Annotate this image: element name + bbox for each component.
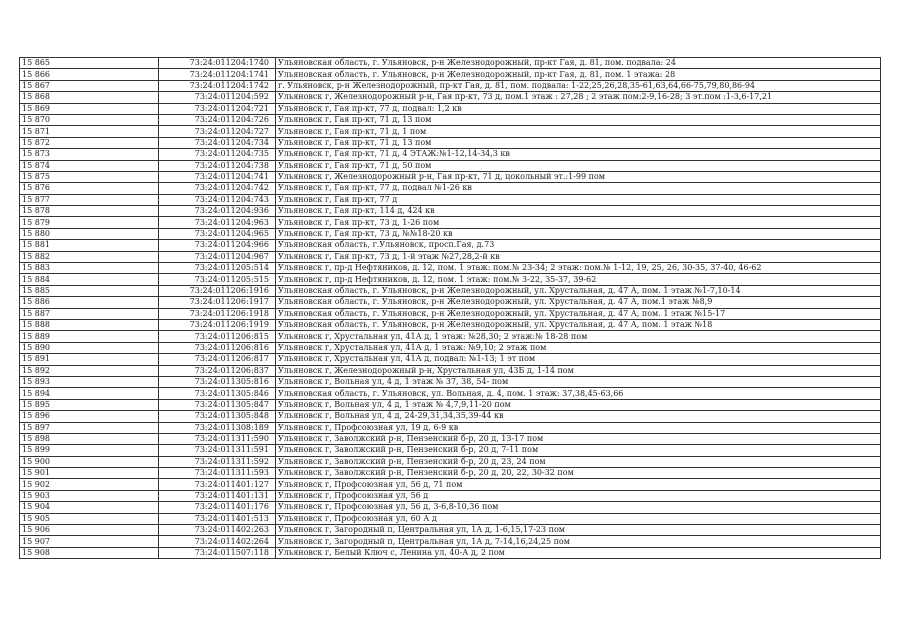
row-number-cell: 15 896 [20,411,159,422]
row-number-cell: 15 877 [20,194,159,205]
cadastral-number-cell: 73:24:011206:815 [159,331,276,342]
address-cell: Ульяновск г, Хрустальная ул, 41А д, 1 этаж: №9,10; 2 этаж пом [276,342,881,353]
table-row [20,274,881,285]
address-cell: Ульяновск г, Гая пр-кт, 77 д, подвал: 1,2 кв [276,103,881,114]
address-cell: Ульяновская область, г.Ульяновск, просп.Гая, д.73 [276,240,881,251]
table-row [20,319,881,330]
address-cell: Ульяновск г, Профсоюзная ул, 56 д, 71 пом [276,479,881,490]
table-row [20,69,881,80]
cadastral-number-cell: 73:24:011401:513 [159,513,276,524]
row-number-cell: 15 887 [20,308,159,319]
address-cell: Ульяновск г, Вольная ул, 4 д, 1 этаж № 4,7,9,11-20 пом [276,399,881,410]
cadastral-number-cell: 73:24:011205:515 [159,274,276,285]
table-row [20,149,881,160]
table-row [20,331,881,342]
address-cell: Ульяновская область, г. Ульяновск, ул. Вольная, д. 4, пом. 1 этаж: 37,38,45-63,66 [276,388,881,399]
cadastral-number-cell: 73:24:011305:848 [159,411,276,422]
row-number-cell: 15 866 [20,69,159,80]
table-row [20,92,881,103]
table-row [20,456,881,467]
address-cell: Ульяновск г, Гая пр-кт, 71 д, 50 пом [276,160,881,171]
cadastral-number-cell: 73:24:011206:1916 [159,285,276,296]
cadastral-number-cell: 73:24:011206:837 [159,365,276,376]
row-number-cell: 15 906 [20,525,159,536]
table-row [20,228,881,239]
table-row [20,103,881,114]
cadastral-number-cell: 73:24:011305:816 [159,376,276,387]
cadastral-number-cell: 73:24:011206:816 [159,342,276,353]
table-row [20,114,881,125]
table-row [20,183,881,194]
table-row [20,285,881,296]
row-number-cell: 15 895 [20,399,159,410]
address-cell: Ульяновск г, Заволжский р-н, Пензенский б-р, 20 д, 7-11 пом [276,445,881,456]
cadastral-number-cell: 73:24:011311:590 [159,433,276,444]
table-row [20,468,881,479]
cadastral-number-cell: 73:24:011204:1740 [159,58,276,69]
address-cell: Ульяновская область, г. Ульяновск, р-н Железнодорожный, ул. Хрустальная, д. 47 А, пом.1 этаж №8,9 [276,297,881,308]
row-number-cell: 15 872 [20,137,159,148]
row-number-cell: 15 900 [20,456,159,467]
table-row [20,354,881,365]
row-number-cell: 15 878 [20,206,159,217]
table-row [20,171,881,182]
row-number-cell: 15 884 [20,274,159,285]
cadastral-number-cell: 73:24:011308:189 [159,422,276,433]
cadastral-number-cell: 73:24:011204:965 [159,228,276,239]
table-row [20,263,881,274]
cadastral-number-cell: 73:24:011311:591 [159,445,276,456]
row-number-cell: 15 905 [20,513,159,524]
table-row [20,251,881,262]
row-number-cell: 15 904 [20,502,159,513]
row-number-cell: 15 882 [20,251,159,262]
row-number-cell: 15 875 [20,171,159,182]
row-number-cell: 15 908 [20,547,159,558]
table-row [20,513,881,524]
cadastral-number-cell: 73:24:011401:127 [159,479,276,490]
table-row [20,376,881,387]
row-number-cell: 15 894 [20,388,159,399]
row-number-cell: 15 893 [20,376,159,387]
cadastral-number-cell: 73:24:011206:817 [159,354,276,365]
row-number-cell: 15 888 [20,319,159,330]
row-number-cell: 15 901 [20,468,159,479]
cadastral-number-cell: 73:24:011311:593 [159,468,276,479]
table-row [20,422,881,433]
address-cell: г. Ульяновск, р-н Железнодорожный, пр-кт Гая, д. 81, пом. подвала: 1-22,25,26,28,35-61,63,64,66-75,79,80,86-94 [276,80,881,91]
table-row [20,160,881,171]
table-row [20,297,881,308]
address-cell: Ульяновск г, Гая пр-кт, 71 д, 4 ЭТАЖ:№1-12,14-34,3 кв [276,149,881,160]
cadastral-number-cell: 73:24:011204:726 [159,114,276,125]
row-number-cell: 15 879 [20,217,159,228]
address-cell: Ульяновск г, Хрустальная ул, 41А д, подвал: №1-13; 1 эт пом [276,354,881,365]
address-cell: Ульяновск г, Гая пр-кт, 73 д, 1-26 пом [276,217,881,228]
cadastral-number-cell: 73:24:011204:721 [159,103,276,114]
address-cell: Ульяновск г, Гая пр-кт, 77 д [276,194,881,205]
cadastral-number-cell: 73:24:011205:514 [159,263,276,274]
cadastral-number-cell: 73:24:011204:1741 [159,69,276,80]
cadastral-number-cell: 73:24:011204:738 [159,160,276,171]
row-number-cell: 15 869 [20,103,159,114]
row-number-cell: 15 868 [20,92,159,103]
cadastral-number-cell: 73:24:011204:963 [159,217,276,228]
address-cell: Ульяновская область, г. Ульяновск, р-н Железнодорожный, ул. Хрустальная, д. 47 А, пом. 1 этаж №18 [276,319,881,330]
cadastral-number-cell: 73:24:011305:846 [159,388,276,399]
cadastral-number-cell: 73:24:011206:1917 [159,297,276,308]
cadastral-number-cell: 73:24:011204:592 [159,92,276,103]
table-row [20,240,881,251]
row-number-cell: 15 871 [20,126,159,137]
address-cell: Ульяновск г, пр-д Нефтяников, д. 12, пом. 1 этаж: пом.№ 23-34; 2 этаж: пом.№ 1-12, 19, 25, 26, 30-35, 37-40, 46-62 [276,263,881,274]
address-cell: Ульяновск г, Загородный п, Центральная ул, 1А д, 1-6,15,17-23 пом [276,525,881,536]
row-number-cell: 15 890 [20,342,159,353]
row-number-cell: 15 897 [20,422,159,433]
table-row [20,206,881,217]
address-cell: Ульяновск г, Гая пр-кт, 71 д, 1 пом [276,126,881,137]
table-row [20,342,881,353]
table-row [20,399,881,410]
cadastral-number-cell: 73:24:011206:1918 [159,308,276,319]
row-number-cell: 15 874 [20,160,159,171]
address-cell: Ульяновск г, Заволжский р-н, Пензенский б-р, 20 д, 13-17 пом [276,433,881,444]
row-number-cell: 15 907 [20,536,159,547]
table-row [20,388,881,399]
table-row [20,365,881,376]
address-cell: Ульяновск г, Профсоюзная ул, 56 д, 3-6,8-10,36 пом [276,502,881,513]
table-row [20,58,881,69]
table-row [20,308,881,319]
cadastral-number-cell: 73:24:011402:263 [159,525,276,536]
cadastral-number-cell: 73:24:011204:735 [159,149,276,160]
address-cell: Ульяновск г, Профсоюзная ул, 60 А д [276,513,881,524]
cadastral-number-cell: 73:24:011204:734 [159,137,276,148]
table-row [20,490,881,501]
cadastral-number-cell: 73:24:011204:742 [159,183,276,194]
cadastral-number-cell: 73:24:011305:847 [159,399,276,410]
registry-table-body [20,58,881,559]
row-number-cell: 15 889 [20,331,159,342]
table-row [20,217,881,228]
row-number-cell: 15 902 [20,479,159,490]
address-cell: Ульяновск г, Загородный п, Центральная ул, 1А д, 7-14,16,24,25 пом [276,536,881,547]
table-row [20,137,881,148]
table-row [20,502,881,513]
row-number-cell: 15 886 [20,297,159,308]
table-row [20,411,881,422]
cadastral-number-cell: 73:24:011402:264 [159,536,276,547]
table-row [20,433,881,444]
address-cell: Ульяновск г, Профсоюзная ул, 56 д [276,490,881,501]
address-cell: Ульяновск г, Вольная ул, 4 д, 1 этаж № 37, 38, 54- пом [276,376,881,387]
address-cell: Ульяновск г, Заволжский р-н, Пензенский б-р, 20 д, 20, 22, 30-32 пом [276,468,881,479]
cadastral-number-cell: 73:24:011204:727 [159,126,276,137]
row-number-cell: 15 891 [20,354,159,365]
cadastral-number-cell: 73:24:011401:176 [159,502,276,513]
address-cell: Ульяновск г, Вольная ул, 4 д, 24-29,31,34,35,39-44 кв [276,411,881,422]
row-number-cell: 15 898 [20,433,159,444]
cadastral-number-cell: 73:24:011204:743 [159,194,276,205]
address-cell: Ульяновская область, г. Ульяновск, р-н Железнодорожный, ул. Хрустальная, д. 47 А, пом. 1 этаж №1-7,10-14 [276,285,881,296]
cadastral-number-cell: 73:24:011401:131 [159,490,276,501]
table-row [20,80,881,91]
address-cell: Ульяновск г, пр-д Нефтяников, д. 12, пом. 1 этаж: пом.№ 3-22, 35-37, 39-62 [276,274,881,285]
row-number-cell: 15 867 [20,80,159,91]
table-row [20,547,881,558]
address-cell: Ульяновск г, Хрустальная ул, 41А д, 1 этаж: №28,30; 2 этаж:№ 18-28 пом [276,331,881,342]
address-cell: Ульяновск г, Гая пр-кт, 71 д, 13 пом [276,114,881,125]
row-number-cell: 15 881 [20,240,159,251]
row-number-cell: 15 892 [20,365,159,376]
address-cell: Ульяновская область, г. Ульяновск, р-н Железнодорожный, ул. Хрустальная, д. 47 А, пом. 1 этаж №15-17 [276,308,881,319]
cadastral-number-cell: 73:24:011311:592 [159,456,276,467]
row-number-cell: 15 899 [20,445,159,456]
row-number-cell: 15 883 [20,263,159,274]
cadastral-number-cell: 73:24:011204:936 [159,206,276,217]
table-row [20,126,881,137]
table-row [20,525,881,536]
address-cell: Ульяновская область, г. Ульяновск, р-н Железнодорожный, пр-кт Гая, д. 81, пом. 1 этажа: 28 [276,69,881,80]
address-cell: Ульяновск г, Железнодорожный р-н, Гая пр-кт, 73 д, пом.1 этаж : 27,28 ; 2 этаж пом:2-9,16-28; 3 эт.пом :1-3,6-17,21 [276,92,881,103]
row-number-cell: 15 865 [20,58,159,69]
cadastral-number-cell: 73:24:011204:966 [159,240,276,251]
cadastral-number-cell: 73:24:011204:1742 [159,80,276,91]
address-cell: Ульяновск г, Железнодорожный р-н, Гая пр-кт, 71 д, цокольный эт.:1-99 пом [276,171,881,182]
table-row [20,479,881,490]
address-cell: Ульяновск г, Профсоюзная ул, 19 д, 6-9 кв [276,422,881,433]
row-number-cell: 15 876 [20,183,159,194]
table-row [20,445,881,456]
address-cell: Ульяновск г, Гая пр-кт, 73 д, №№18-20 кв [276,228,881,239]
address-cell: Ульяновск г, Заволжский р-н, Пензенский б-р, 20 д, 23, 24 пом [276,456,881,467]
address-cell: Ульяновск г, Гая пр-кт, 77 д, подвал №1-26 кв [276,183,881,194]
row-number-cell: 15 903 [20,490,159,501]
table-row [20,194,881,205]
address-cell: Ульяновск г, Гая пр-кт, 73 д, 1-й этаж №27,28,2-й кв [276,251,881,262]
registry-table [19,57,881,559]
table-row [20,536,881,547]
cadastral-number-cell: 73:24:011204:967 [159,251,276,262]
address-cell: Ульяновск г, Железнодорожный р-н, Хрустальная ул, 43Б д, 1-14 пом [276,365,881,376]
row-number-cell: 15 873 [20,149,159,160]
address-cell: Ульяновская область, г. Ульяновск, р-н Железнодорожный, пр-кт Гая, д. 81, пом. подвала: 24 [276,58,881,69]
cadastral-number-cell: 73:24:011507:118 [159,547,276,558]
row-number-cell: 15 885 [20,285,159,296]
row-number-cell: 15 880 [20,228,159,239]
address-cell: Ульяновск г, Гая пр-кт, 71 д, 13 пом [276,137,881,148]
cadastral-number-cell: 73:24:011204:741 [159,171,276,182]
cadastral-number-cell: 73:24:011206:1919 [159,319,276,330]
address-cell: Ульяновск г, Гая пр-кт, 114 д, 424 кв [276,206,881,217]
address-cell: Ульяновск г, Белый Ключ с, Ленина ул, 40-А д, 2 пом [276,547,881,558]
row-number-cell: 15 870 [20,114,159,125]
